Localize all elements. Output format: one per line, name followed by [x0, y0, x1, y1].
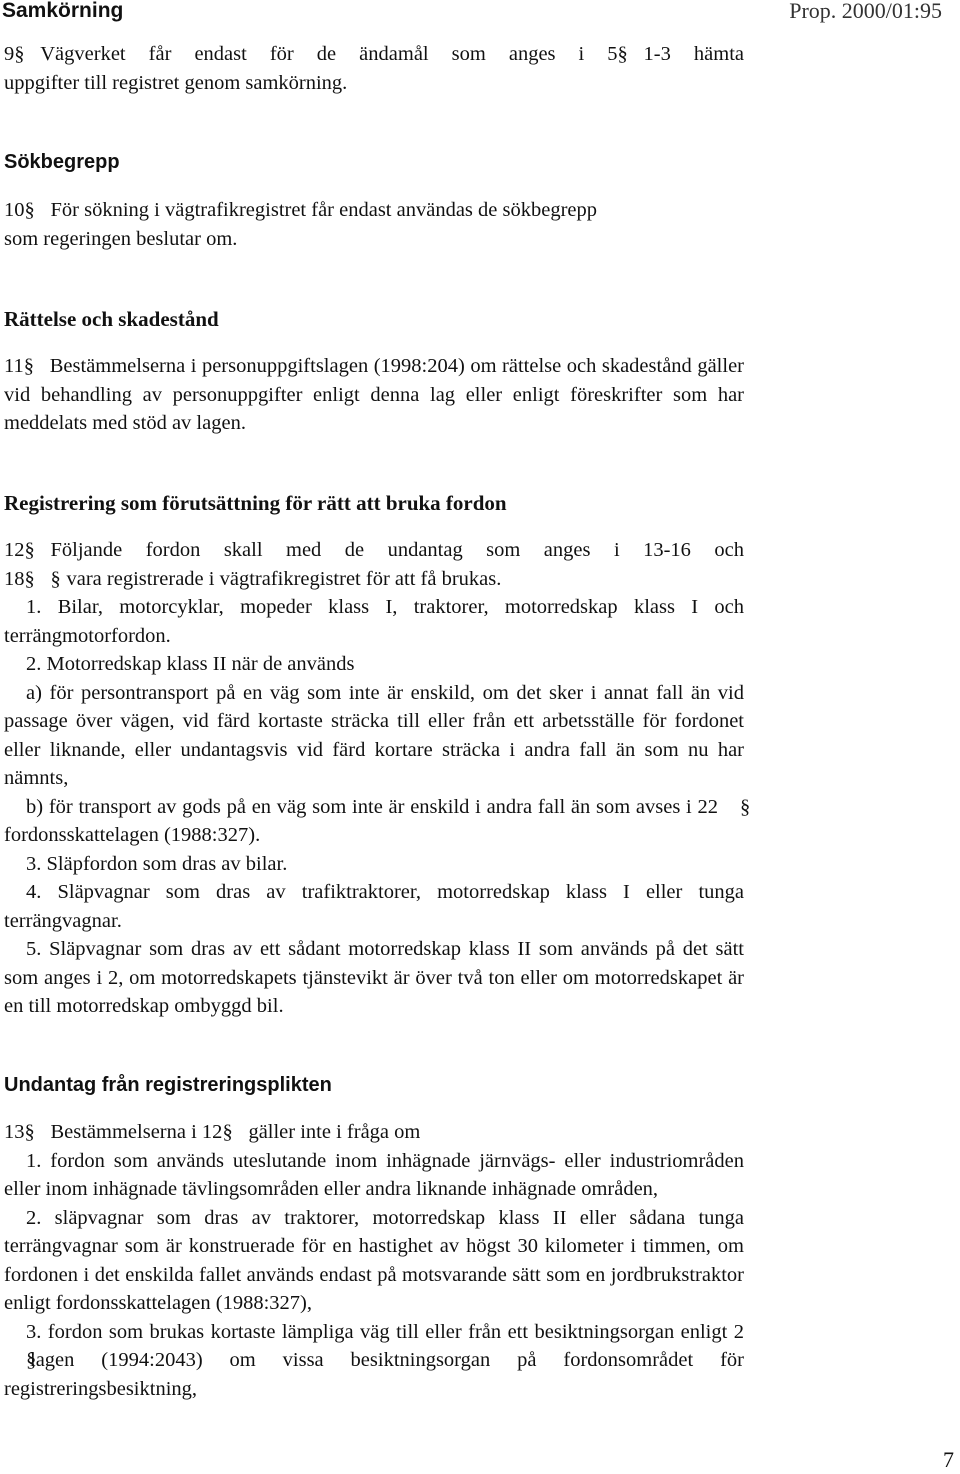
section-heading: Rättelse och skadestånd [4, 307, 219, 331]
running-header-title: Samkörning [2, 0, 124, 22]
list-item: 1. Bilar, motorcyklar, mopeder klass I, traktorer, motorredskap klass I och terrängmotorfordon. [4, 596, 744, 647]
list-item: 3. fordon som brukas kortaste lämpliga väg till eller från ett besiktningsorgan enligt 2§lagen (1994:2043) om vissa besiktningsorgan på fordonsområdet för registreringsbesiktning, [4, 1318, 744, 1404]
list-item: 2. släpvagnar som dras av traktorer, motorredskap klass II eller sådana tunga terrängvagnar som är konstruerade för en hastighet av högst 30 kilometer i timmen, om fordonen i det enskilda fallet används endast på motsvarande sätt som en jordbrukstraktor enligt fordonsskattelagen (1988:327), [4, 1206, 744, 1314]
section-sign-icon [25, 565, 51, 594]
section-rattelse [4, 305, 744, 438]
section-sign-icon [51, 565, 67, 594]
section-sign-icon [718, 793, 744, 822]
section-sign-icon [25, 196, 51, 225]
list-item: a) för persontransport på en väg som inte är enskild, om det sker i annat fall än vid passage över vägen, vid färd kortaste sträcka till eller från ett arbetsställe för fordonet eller liknande, eller undantagsvis vid färd kortare sträcka i andra fall än som nu har nämnts, [4, 681, 744, 789]
section-heading: Registrering som förutsättning för rätt att bruka fordon [4, 491, 507, 515]
section-sign-icon [4, 1346, 30, 1375]
list-item: 1. fordon som används uteslutande inom inhägnade järnvägs- eller industriområden eller inom inhägnade tävlingsområden eller andra liknande inhägnade områden, [4, 1149, 744, 1200]
page-number: 7 [943, 1447, 954, 1472]
list-item: 4. Släpvagnar som dras av trafiktraktorer, motorredskap klass I eller tunga terrängvagnar. [4, 881, 744, 932]
list-item: b) för transport av gods på en väg som inte är enskild i andra fall än som avses i 22§fordonsskattelagen (1988:327). [4, 793, 744, 850]
section-sign-icon [24, 352, 50, 381]
section-number: 13 [4, 1121, 25, 1143]
list-item: 2. Motorredskap klass II när de används [26, 653, 355, 675]
section-sign-icon [25, 1118, 51, 1147]
paragraph-text: uppgifter till registret genom samkörning. [4, 71, 348, 94]
paragraph-text: Bestämmelserna i personuppgiftslagen (1998:204) om rättelse och skadestånd gäller vid behandling av personuppgifter enligt denna lag eller enligt föreskrifter som har meddelats med stöd av lagen. [4, 355, 744, 434]
running-header-prop: Prop. 2000/01:95 [789, 0, 942, 23]
section-heading: Undantag från registreringsplikten [4, 1074, 332, 1096]
section-9: 9§ Vägverket får endast för de ändamål som anges i 5§ 1-3 hämta uppgifter till registret genom samkörning. [4, 40, 744, 97]
paragraph-text: som regeringen beslutar om. [4, 227, 238, 250]
section-sign-icon [25, 536, 51, 565]
list-item: 5. Släpvagnar som dras av ett sådant motorredskap klass II som används på det sätt som anges i 2, om motorredskapets tjänstevikt är över två ton eller om motorredskapet är en till motorredskap ombyggd bil. [4, 938, 744, 1017]
section-sign-icon [618, 40, 644, 69]
section-number: 12 [4, 539, 25, 561]
section-number: 9 [4, 43, 15, 65]
section-sign-icon [222, 1118, 248, 1147]
section-registrering: Registrering som förutsättning för rätt att bruka fordon 12§ Följande fordon skall med de undantag som anges i 13-16 och 18§§ vara registrerade i vägtrafikregistret för att få brukas. 1. Bilar, motorcyklar, mopeder klass I, traktorer, motorredskap klass I och terrängmotorfordon. 2. Motorredskap klass II när de används a) för persontransport på en väg som inte är enskild, om det sker i annat fall än vid passage över vägen, vid färd kortaste sträcka till eller från ett arbetsställe för fordonet eller liknande, eller undantagsvis vid färd kortare sträcka i andra fall än som nu har nämnts, b) för transport av gods på en väg som inte är enskild i andra fall än som avses i 22§fordonsskattelagen (1988:327). 3. Släpfordon som dras av bilar. 4. Släpvagnar som dras av trafiktraktorer, motorredskap klass I eller tunga terrängvagnar. 5. Släpvagnar som dras av ett sådant motorredskap klass II som används på det sätt som anges i 2, om motorredskapets tjänstevikt är över två ton eller om motorredskapet är en till motorredskap ombyggd bil. [4, 489, 744, 1021]
section-sign-icon [14, 40, 40, 69]
section-undantag: Undantag från registreringsplikten 13§ Bestämmelserna i 12§ gäller inte i fråga om 1. fordon som används uteslutande inom inhägnade järnvägs- eller industriområden eller inom inhägnade tävlingsområden eller andra liknande inhägnade områden, 2. släpvagnar som dras av traktorer, motorredskap klass II eller sådana tunga terrängvagnar som är konstruerade för en hastighet av högst 30 kilometer i timmen, om fordonen i det enskilda fallet används endast på motsvarande sätt som en jordbrukstraktor enligt fordonsskattelagen (1988:327), 3. fordon som brukas kortaste lämpliga väg till eller från ett besiktningsorgan enligt 2§lagen (1994:2043) om vissa besiktningsorgan på fordonsområdet för registreringsbesiktning, [4, 1071, 744, 1403]
section-heading: Sökbegrepp [4, 151, 120, 173]
section-sokbegrepp: Sökbegrepp 10§ För sökning i vägtrafikregistret får endast användas de sökbegrepp som regeringen beslutar om. [4, 148, 744, 253]
section-number: 11 [4, 355, 24, 377]
list-item: 3. Släpfordon som dras av bilar. [26, 852, 288, 875]
section-number: 10 [4, 199, 25, 221]
